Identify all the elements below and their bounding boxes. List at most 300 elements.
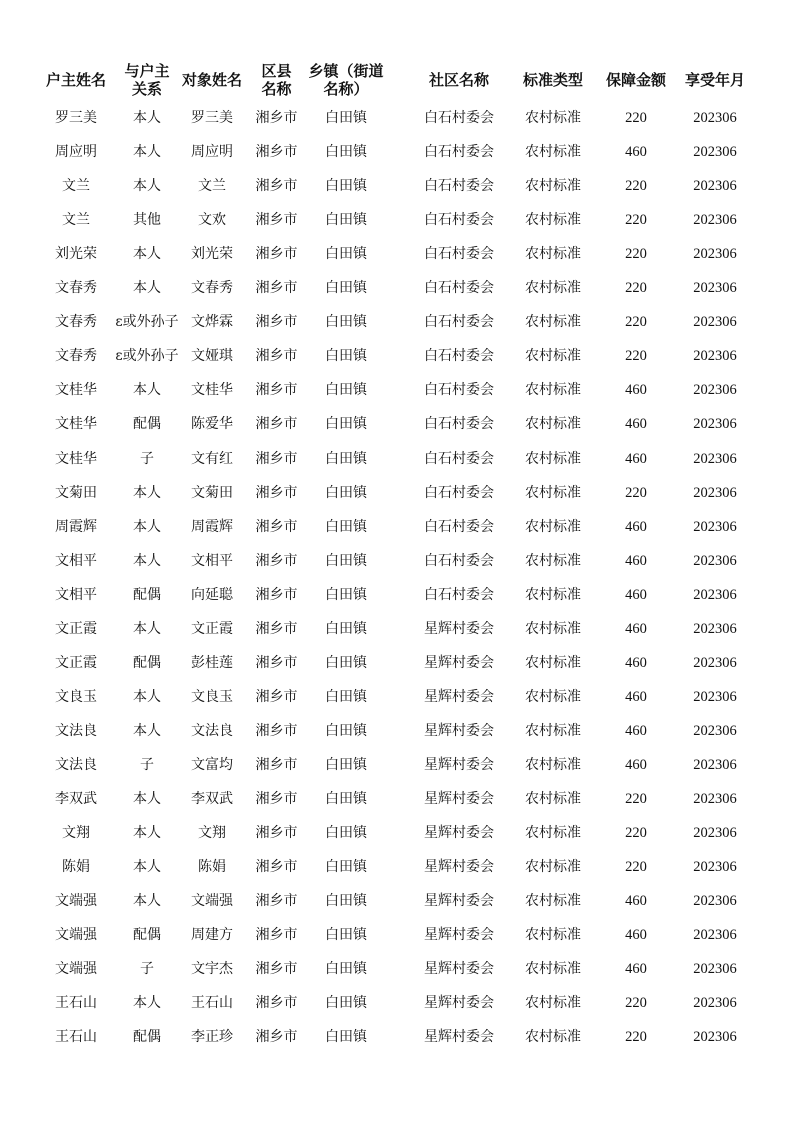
table-row [45, 101, 755, 135]
cell-standard-type: 农村标准 [525, 246, 581, 263]
cell-community: 星辉村委会 [424, 620, 494, 637]
cell-community: 白石村委会 [424, 212, 494, 229]
cell-community: 星辉村委会 [424, 756, 494, 773]
cell-county: 湘乡市 [255, 348, 298, 365]
cell-community: 白石村委会 [424, 416, 494, 433]
table-row [45, 952, 755, 986]
cell-year-month: 202306 [693, 893, 737, 910]
cell-amount: 460 [625, 722, 647, 739]
cell-member-name: 文法良 [191, 722, 233, 739]
header-relation [111, 58, 183, 102]
cell-county: 湘乡市 [255, 859, 298, 876]
header-line: 享受年月 [684, 71, 745, 89]
cell-head-name: 文桂华 [55, 450, 97, 467]
header-line: 乡镇（街道 [308, 62, 384, 80]
cell-town: 白田镇 [325, 144, 367, 161]
cell-member-name: 罗三美 [191, 110, 233, 126]
header-standard-type [515, 58, 591, 102]
cell-head-name: 文正霞 [55, 620, 97, 637]
cell-head-name: 王石山 [55, 995, 97, 1012]
table-row [45, 680, 755, 714]
header-line: 名称） [323, 80, 369, 98]
cell-town: 白田镇 [325, 893, 367, 910]
table-row [45, 918, 755, 952]
header-line: 区县 [261, 62, 292, 80]
cell-member-name: 文春秀 [191, 280, 233, 297]
cell-relation: 配偶 [133, 1029, 161, 1046]
header-head-name [45, 58, 107, 102]
cell-community: 星辉村委会 [424, 995, 494, 1012]
cell-county: 湘乡市 [255, 178, 298, 195]
cell-member-name: 周应明 [191, 144, 233, 161]
cell-relation: 本人 [133, 620, 161, 637]
cell-head-name: 文良玉 [55, 688, 97, 705]
cell-amount: 460 [625, 620, 647, 637]
cell-town: 白田镇 [325, 654, 367, 671]
table-row [45, 407, 755, 441]
table-row [45, 884, 755, 918]
cell-year-month: 202306 [693, 348, 737, 365]
header-line: 保障金额 [605, 71, 666, 89]
cell-town: 白田镇 [325, 518, 367, 535]
cell-member-name: 文有红 [191, 450, 233, 467]
cell-county: 湘乡市 [255, 620, 298, 637]
cell-year-month: 202306 [693, 688, 737, 705]
header-member-name [178, 58, 246, 102]
cell-amount: 460 [625, 144, 647, 161]
cell-town: 白田镇 [325, 552, 367, 569]
table-row [45, 748, 755, 782]
cell-standard-type: 农村标准 [525, 416, 581, 433]
cell-year-month: 202306 [693, 280, 737, 297]
cell-member-name: 周建方 [191, 927, 233, 944]
cell-relation: 本人 [133, 688, 161, 705]
cell-relation: 子 [140, 450, 154, 467]
cell-amount: 220 [625, 484, 647, 501]
cell-town: 白田镇 [325, 178, 367, 195]
cell-community: 白石村委会 [424, 144, 494, 161]
cell-town: 白田镇 [325, 859, 367, 876]
cell-member-name: 文娅琪 [191, 348, 233, 365]
cell-year-month: 202306 [693, 722, 737, 739]
cell-town: 白田镇 [325, 246, 367, 263]
header-county [249, 58, 304, 102]
cell-relation: 配偶 [133, 416, 161, 433]
cell-head-name: 王石山 [55, 1029, 97, 1046]
cell-head-name: 罗三美 [55, 110, 97, 126]
cell-community: 白石村委会 [424, 382, 494, 399]
cell-member-name: 李正珍 [191, 1029, 233, 1046]
cell-community: 星辉村委会 [424, 654, 494, 671]
table-row [45, 339, 755, 373]
cell-standard-type: 农村标准 [525, 280, 581, 297]
cell-year-month: 202306 [693, 212, 737, 229]
cell-head-name: 文翔 [62, 825, 90, 842]
cell-town: 白田镇 [325, 620, 367, 637]
cell-standard-type: 农村标准 [525, 518, 581, 535]
header-town [304, 58, 388, 102]
cell-town: 白田镇 [325, 688, 367, 705]
cell-head-name: 文菊田 [55, 484, 97, 501]
cell-relation: 其他 [133, 212, 161, 229]
cell-county: 湘乡市 [255, 791, 298, 807]
cell-amount: 460 [625, 893, 647, 910]
cell-member-name: 文桂华 [191, 382, 233, 399]
cell-head-name: 文兰 [62, 212, 90, 229]
cell-community: 白石村委会 [424, 110, 494, 126]
header-line: 标准类型 [522, 71, 583, 89]
cell-town: 白田镇 [325, 416, 367, 433]
cell-year-month: 202306 [693, 927, 737, 944]
cell-year-month: 202306 [693, 178, 737, 195]
cell-standard-type: 农村标准 [525, 586, 581, 603]
cell-amount: 460 [625, 586, 647, 603]
cell-head-name: 文春秀 [55, 314, 97, 331]
cell-county: 湘乡市 [255, 688, 298, 705]
cell-year-month: 202306 [693, 995, 737, 1012]
cell-head-name: 文正霞 [55, 654, 97, 671]
table-row [45, 986, 755, 1020]
header-line: 与户主 [124, 62, 170, 80]
cell-standard-type: 农村标准 [525, 893, 581, 910]
cell-standard-type: 农村标准 [525, 859, 581, 876]
cell-amount: 220 [625, 995, 647, 1012]
cell-community: 星辉村委会 [424, 893, 494, 910]
cell-community: 白石村委会 [424, 280, 494, 297]
cell-town: 白田镇 [325, 348, 367, 365]
table-row [45, 271, 755, 305]
cell-year-month: 202306 [693, 416, 737, 433]
table-row [45, 578, 755, 612]
cell-head-name: 文春秀 [55, 280, 97, 297]
cell-amount: 460 [625, 927, 647, 944]
cell-head-name: 文兰 [62, 178, 90, 195]
cell-member-name: 文兰 [198, 178, 226, 195]
cell-county: 湘乡市 [255, 1029, 298, 1046]
cell-county: 湘乡市 [255, 893, 298, 910]
cell-county: 湘乡市 [255, 722, 298, 739]
cell-community: 白石村委会 [424, 518, 494, 535]
table-row [45, 203, 755, 237]
cell-town: 白田镇 [325, 756, 367, 773]
cell-standard-type: 农村标准 [525, 178, 581, 195]
cell-county: 湘乡市 [255, 756, 298, 773]
cell-year-month: 202306 [693, 620, 737, 637]
cell-town: 白田镇 [325, 450, 367, 467]
header-line: 户主姓名 [45, 71, 106, 89]
cell-county: 湘乡市 [255, 586, 298, 603]
cell-community: 白石村委会 [424, 552, 494, 569]
cell-town: 白田镇 [325, 1029, 367, 1046]
cell-standard-type: 农村标准 [525, 927, 581, 944]
cell-town: 白田镇 [325, 314, 367, 331]
cell-relation: 本人 [133, 518, 161, 535]
cell-county: 湘乡市 [255, 246, 298, 263]
table-row [45, 646, 755, 680]
cell-amount: 460 [625, 518, 647, 535]
header-line: 对象姓名 [181, 71, 242, 89]
cell-year-month: 202306 [693, 518, 737, 535]
cell-member-name: 文菊田 [191, 484, 233, 501]
cell-member-name: 周霞辉 [191, 518, 233, 535]
cell-town: 白田镇 [325, 791, 367, 807]
cell-member-name: 陈爱华 [191, 416, 233, 433]
cell-year-month: 202306 [693, 1029, 737, 1046]
cell-amount: 220 [625, 791, 647, 807]
cell-standard-type: 农村标准 [525, 654, 581, 671]
table-row [45, 816, 755, 850]
cell-relation: 本人 [133, 110, 161, 126]
cell-member-name: 王石山 [191, 995, 233, 1012]
cell-year-month: 202306 [693, 961, 737, 978]
table-row [45, 169, 755, 203]
cell-year-month: 202306 [693, 825, 737, 842]
cell-standard-type: 农村标准 [525, 1029, 581, 1046]
cell-standard-type: 农村标准 [525, 688, 581, 705]
cell-county: 湘乡市 [255, 212, 298, 229]
cell-community: 星辉村委会 [424, 688, 494, 705]
header-community [385, 58, 533, 102]
cell-relation: 本人 [133, 859, 161, 876]
cell-relation: 本人 [133, 552, 161, 569]
cell-county: 湘乡市 [255, 144, 298, 161]
cell-standard-type: 农村标准 [525, 212, 581, 229]
cell-community: 白石村委会 [424, 484, 494, 501]
cell-town: 白田镇 [325, 280, 367, 297]
cell-member-name: 李双武 [191, 791, 233, 807]
cell-amount: 220 [625, 348, 647, 365]
cell-town: 白田镇 [325, 586, 367, 603]
cell-town: 白田镇 [325, 927, 367, 944]
cell-head-name: 文法良 [55, 756, 97, 773]
cell-member-name: 文烨霖 [191, 314, 233, 331]
cell-head-name: 周应明 [55, 144, 97, 161]
cell-amount: 220 [625, 178, 647, 195]
cell-town: 白田镇 [325, 722, 367, 739]
cell-relation: 子 [140, 756, 154, 773]
table-row [45, 373, 755, 407]
cell-head-name: 文相平 [55, 552, 97, 569]
cell-amount: 220 [625, 314, 647, 331]
cell-county: 湘乡市 [255, 314, 298, 331]
cell-relation: 本人 [133, 280, 161, 297]
cell-community: 白石村委会 [424, 348, 494, 365]
cell-year-month: 202306 [693, 450, 737, 467]
cell-county: 湘乡市 [255, 382, 298, 399]
cell-standard-type: 农村标准 [525, 791, 581, 807]
cell-amount: 460 [625, 961, 647, 978]
table-row [45, 237, 755, 271]
cell-town: 白田镇 [325, 382, 367, 399]
cell-community: 白石村委会 [424, 246, 494, 263]
cell-member-name: 文端强 [191, 893, 233, 910]
cell-county: 湘乡市 [255, 552, 298, 569]
header-line: 关系 [131, 80, 162, 98]
cell-standard-type: 农村标准 [525, 722, 581, 739]
table-row [45, 714, 755, 748]
cell-standard-type: 农村标准 [525, 144, 581, 161]
cell-county: 湘乡市 [255, 110, 298, 126]
cell-community: 星辉村委会 [424, 859, 494, 876]
cell-community: 白石村委会 [424, 450, 494, 467]
cell-town: 白田镇 [325, 212, 367, 229]
cell-amount: 220 [625, 825, 647, 842]
cell-amount: 220 [625, 212, 647, 229]
header-year-month [677, 58, 753, 102]
header-amount [605, 58, 667, 102]
cell-member-name: 文翔 [198, 825, 226, 842]
table-row [45, 782, 755, 816]
cell-member-name: 文相平 [191, 552, 233, 569]
cell-head-name: 文春秀 [55, 348, 97, 365]
cell-year-month: 202306 [693, 246, 737, 263]
cell-community: 白石村委会 [424, 586, 494, 603]
cell-year-month: 202306 [693, 586, 737, 603]
cell-head-name: 文法良 [55, 722, 97, 739]
table-row [45, 442, 755, 476]
cell-county: 湘乡市 [255, 416, 298, 433]
cell-amount: 460 [625, 552, 647, 569]
cell-county: 湘乡市 [255, 450, 298, 467]
cell-head-name: 文相平 [55, 586, 97, 603]
cell-amount: 460 [625, 450, 647, 467]
cell-community: 星辉村委会 [424, 1029, 494, 1046]
cell-community: 星辉村委会 [424, 722, 494, 739]
table-row [45, 476, 755, 510]
cell-standard-type: 农村标准 [525, 620, 581, 637]
table-row [45, 135, 755, 169]
cell-member-name: 文宇杰 [191, 961, 233, 978]
table-row [45, 612, 755, 646]
cell-county: 湘乡市 [255, 927, 298, 944]
cell-year-month: 202306 [693, 654, 737, 671]
cell-town: 白田镇 [325, 484, 367, 501]
cell-member-name: 文欢 [198, 212, 226, 229]
cell-standard-type: 农村标准 [525, 382, 581, 399]
cell-head-name: 李双武 [55, 791, 97, 807]
cell-town: 白田镇 [325, 110, 367, 126]
cell-standard-type: 农村标准 [525, 961, 581, 978]
cell-relation: 本人 [133, 382, 161, 399]
cell-year-month: 202306 [693, 552, 737, 569]
cell-year-month: 202306 [693, 144, 737, 161]
cell-county: 湘乡市 [255, 654, 298, 671]
cell-member-name: 文正霞 [191, 620, 233, 637]
cell-community: 星辉村委会 [424, 927, 494, 944]
cell-head-name: 陈娟 [62, 859, 90, 876]
cell-relation: 本人 [133, 722, 161, 739]
cell-relation: 本人 [133, 484, 161, 501]
cell-standard-type: 农村标准 [525, 995, 581, 1012]
cell-amount: 460 [625, 756, 647, 773]
cell-head-name: 周霞辉 [55, 518, 97, 535]
cell-community: 星辉村委会 [424, 825, 494, 842]
cell-head-name: 文桂华 [55, 382, 97, 399]
cell-head-name: 文端强 [55, 961, 97, 978]
cell-town: 白田镇 [325, 961, 367, 978]
cell-head-name: 刘光荣 [55, 246, 97, 263]
cell-relation: 本人 [133, 246, 161, 263]
table-row [45, 544, 755, 578]
cell-year-month: 202306 [693, 756, 737, 773]
header-line: 社区名称 [428, 71, 489, 89]
cell-county: 湘乡市 [255, 518, 298, 535]
cell-amount: 460 [625, 416, 647, 433]
cell-year-month: 202306 [693, 791, 737, 807]
cell-amount: 460 [625, 654, 647, 671]
cell-relation: 子 [140, 961, 154, 978]
cell-standard-type: 农村标准 [525, 484, 581, 501]
cell-standard-type: 农村标准 [525, 825, 581, 842]
cell-relation: 配偶 [133, 586, 161, 603]
cell-relation: 本人 [133, 144, 161, 161]
cell-standard-type: 农村标准 [525, 450, 581, 467]
cell-relation: ɛ或外孙子 [115, 314, 179, 331]
cell-amount: 220 [625, 246, 647, 263]
cell-amount: 460 [625, 382, 647, 399]
cell-standard-type: 农村标准 [525, 552, 581, 569]
cell-head-name: 文端强 [55, 927, 97, 944]
cell-member-name: 彭桂莲 [191, 654, 233, 671]
cell-county: 湘乡市 [255, 280, 298, 297]
cell-member-name: 文良玉 [191, 688, 233, 705]
cell-community: 星辉村委会 [424, 791, 494, 807]
cell-amount: 220 [625, 110, 647, 126]
table-row [45, 1020, 755, 1054]
cell-relation: 本人 [133, 893, 161, 910]
cell-county: 湘乡市 [255, 825, 298, 842]
cell-standard-type: 农村标准 [525, 110, 581, 126]
cell-amount: 460 [625, 688, 647, 705]
cell-relation: 配偶 [133, 927, 161, 944]
cell-relation: 本人 [133, 825, 161, 842]
cell-community: 白石村委会 [424, 314, 494, 331]
cell-member-name: 刘光荣 [191, 246, 233, 263]
cell-town: 白田镇 [325, 995, 367, 1012]
cell-year-month: 202306 [693, 314, 737, 331]
cell-relation: 本人 [133, 791, 161, 807]
cell-relation: ɛ或外孙子 [115, 348, 179, 365]
cell-year-month: 202306 [693, 110, 737, 126]
cell-year-month: 202306 [693, 859, 737, 876]
cell-county: 湘乡市 [255, 961, 298, 978]
cell-county: 湘乡市 [255, 995, 298, 1012]
cell-relation: 本人 [133, 178, 161, 195]
cell-head-name: 文桂华 [55, 416, 97, 433]
table-row [45, 850, 755, 884]
cell-standard-type: 农村标准 [525, 348, 581, 365]
cell-amount: 220 [625, 1029, 647, 1046]
cell-community: 星辉村委会 [424, 961, 494, 978]
cell-relation: 配偶 [133, 654, 161, 671]
table-row [45, 510, 755, 544]
cell-year-month: 202306 [693, 382, 737, 399]
cell-year-month: 202306 [693, 484, 737, 501]
cell-standard-type: 农村标准 [525, 756, 581, 773]
cell-amount: 220 [625, 859, 647, 876]
cell-county: 湘乡市 [255, 484, 298, 501]
cell-member-name: 向延聪 [191, 586, 233, 603]
cell-relation: 本人 [133, 995, 161, 1012]
cell-standard-type: 农村标准 [525, 314, 581, 331]
cell-amount: 220 [625, 280, 647, 297]
cell-member-name: 陈娟 [198, 859, 226, 876]
cell-head-name: 文端强 [55, 893, 97, 910]
cell-town: 白田镇 [325, 825, 367, 842]
table-row [45, 305, 755, 339]
cell-community: 白石村委会 [424, 178, 494, 195]
header-line: 名称 [261, 80, 292, 98]
